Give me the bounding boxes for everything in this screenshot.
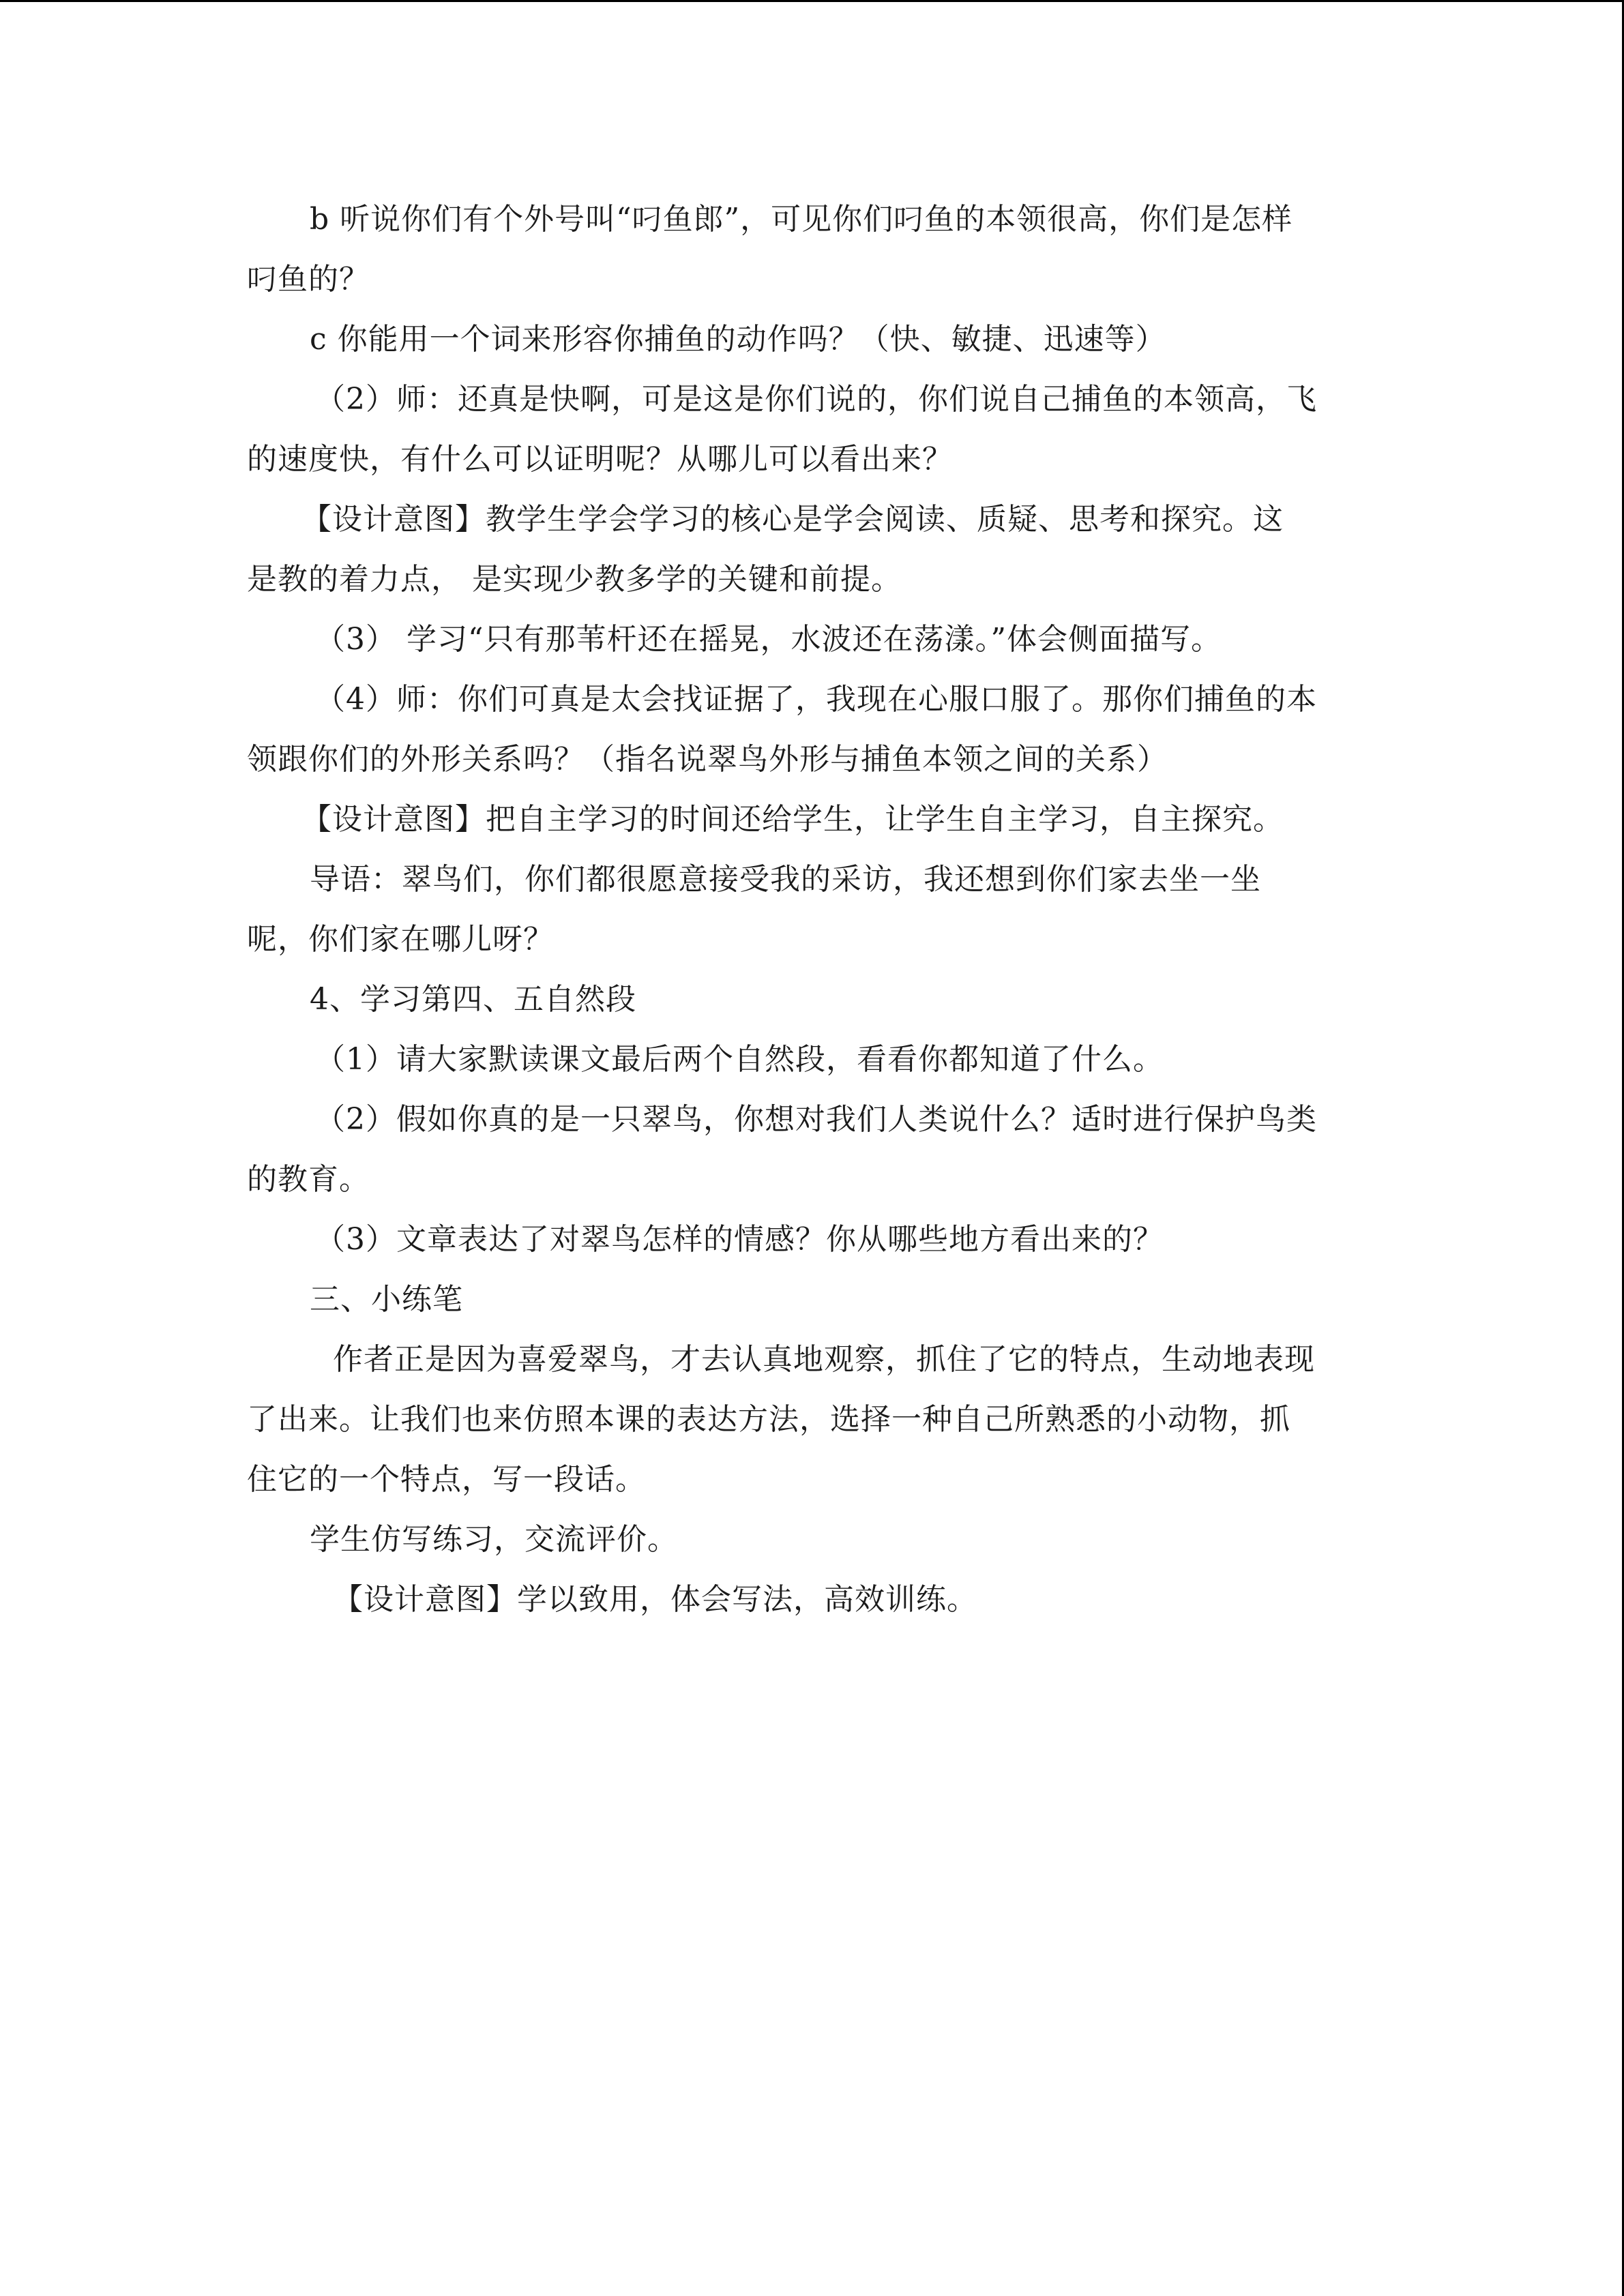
paragraph-line: （4）师：你们可真是太会找证据了，我现在心服口服了。那你们捕鱼的本 [315, 682, 1317, 717]
paragraph-line: 导语：翠鸟们，你们都很愿意接受我的采访，我还想到你们家去坐一坐 [310, 862, 1261, 897]
paragraph-line: 【设计意图】把自主学习的时间还给学生，让学生自主学习，自主探究。 [301, 802, 1284, 837]
paragraph-line: 4、学习第四、五自然段 [310, 982, 636, 1017]
paragraph-line: （3） 学习“只有那苇杆还在摇晃，水波还在荡漾。”体会侧面描写。 [315, 622, 1222, 657]
paragraph-line: （2）假如你真的是一只翠鸟，你想对我们人类说什么？适时进行保护鸟类 [315, 1102, 1317, 1137]
paragraph-line: （3）文章表达了对翠鸟怎样的情感？你从哪些地方看出来的？ [315, 1222, 1164, 1257]
paragraph-line: 住它的一个特点，写一段话。 [247, 1462, 646, 1497]
paragraph-line: 了出来。让我们也来仿照本课的表达方法，选择一种自己所熟悉的小动物，抓 [247, 1402, 1290, 1437]
paragraph-line: b 听说你们有个外号叫“叼鱼郎”，可见你们叼鱼的本领很高，你们是怎样 [310, 202, 1293, 237]
paragraph-line: （2）师：还真是快啊，可是这是你们说的，你们说自己捕鱼的本领高，飞 [315, 382, 1317, 417]
paragraph-line: 领跟你们的外形关系吗？（指名说翠鸟外形与捕鱼本领之间的关系） [247, 742, 1168, 777]
paragraph-line: （1）请大家默读课文最后两个自然段，看看你都知道了什么。 [315, 1042, 1164, 1077]
paragraph-line: 呢，你们家在哪儿呀？ [247, 922, 554, 957]
paragraph-line: 【设计意图】教学生学会学习的核心是学会阅读、质疑、思考和探究。这 [301, 502, 1284, 537]
paragraph-line: 是教的着力点， 是实现少教多学的关键和前提。 [247, 562, 902, 597]
paragraph-line: 【设计意图】学以致用，体会写法，高效训练。 [333, 1582, 977, 1617]
section-heading: 三、小练笔 [310, 1282, 463, 1317]
paragraph-line: 的速度快，有什么可以证明呢？从哪儿可以看出来？ [247, 442, 953, 477]
paragraph-line: 叼鱼的？ [247, 262, 370, 297]
paragraph-line: c 你能用一个词来形容你捕鱼的动作吗？（快、敏捷、迅速等） [310, 322, 1166, 357]
paragraph-line: 的教育。 [247, 1162, 370, 1197]
page-border-top [0, 0, 1624, 2]
paragraph-line: 学生仿写练习，交流评价。 [310, 1522, 678, 1557]
paragraph-line: 作者正是因为喜爱翠鸟，才去认真地观察，抓住了它的特点，生动地表现 [333, 1342, 1315, 1377]
